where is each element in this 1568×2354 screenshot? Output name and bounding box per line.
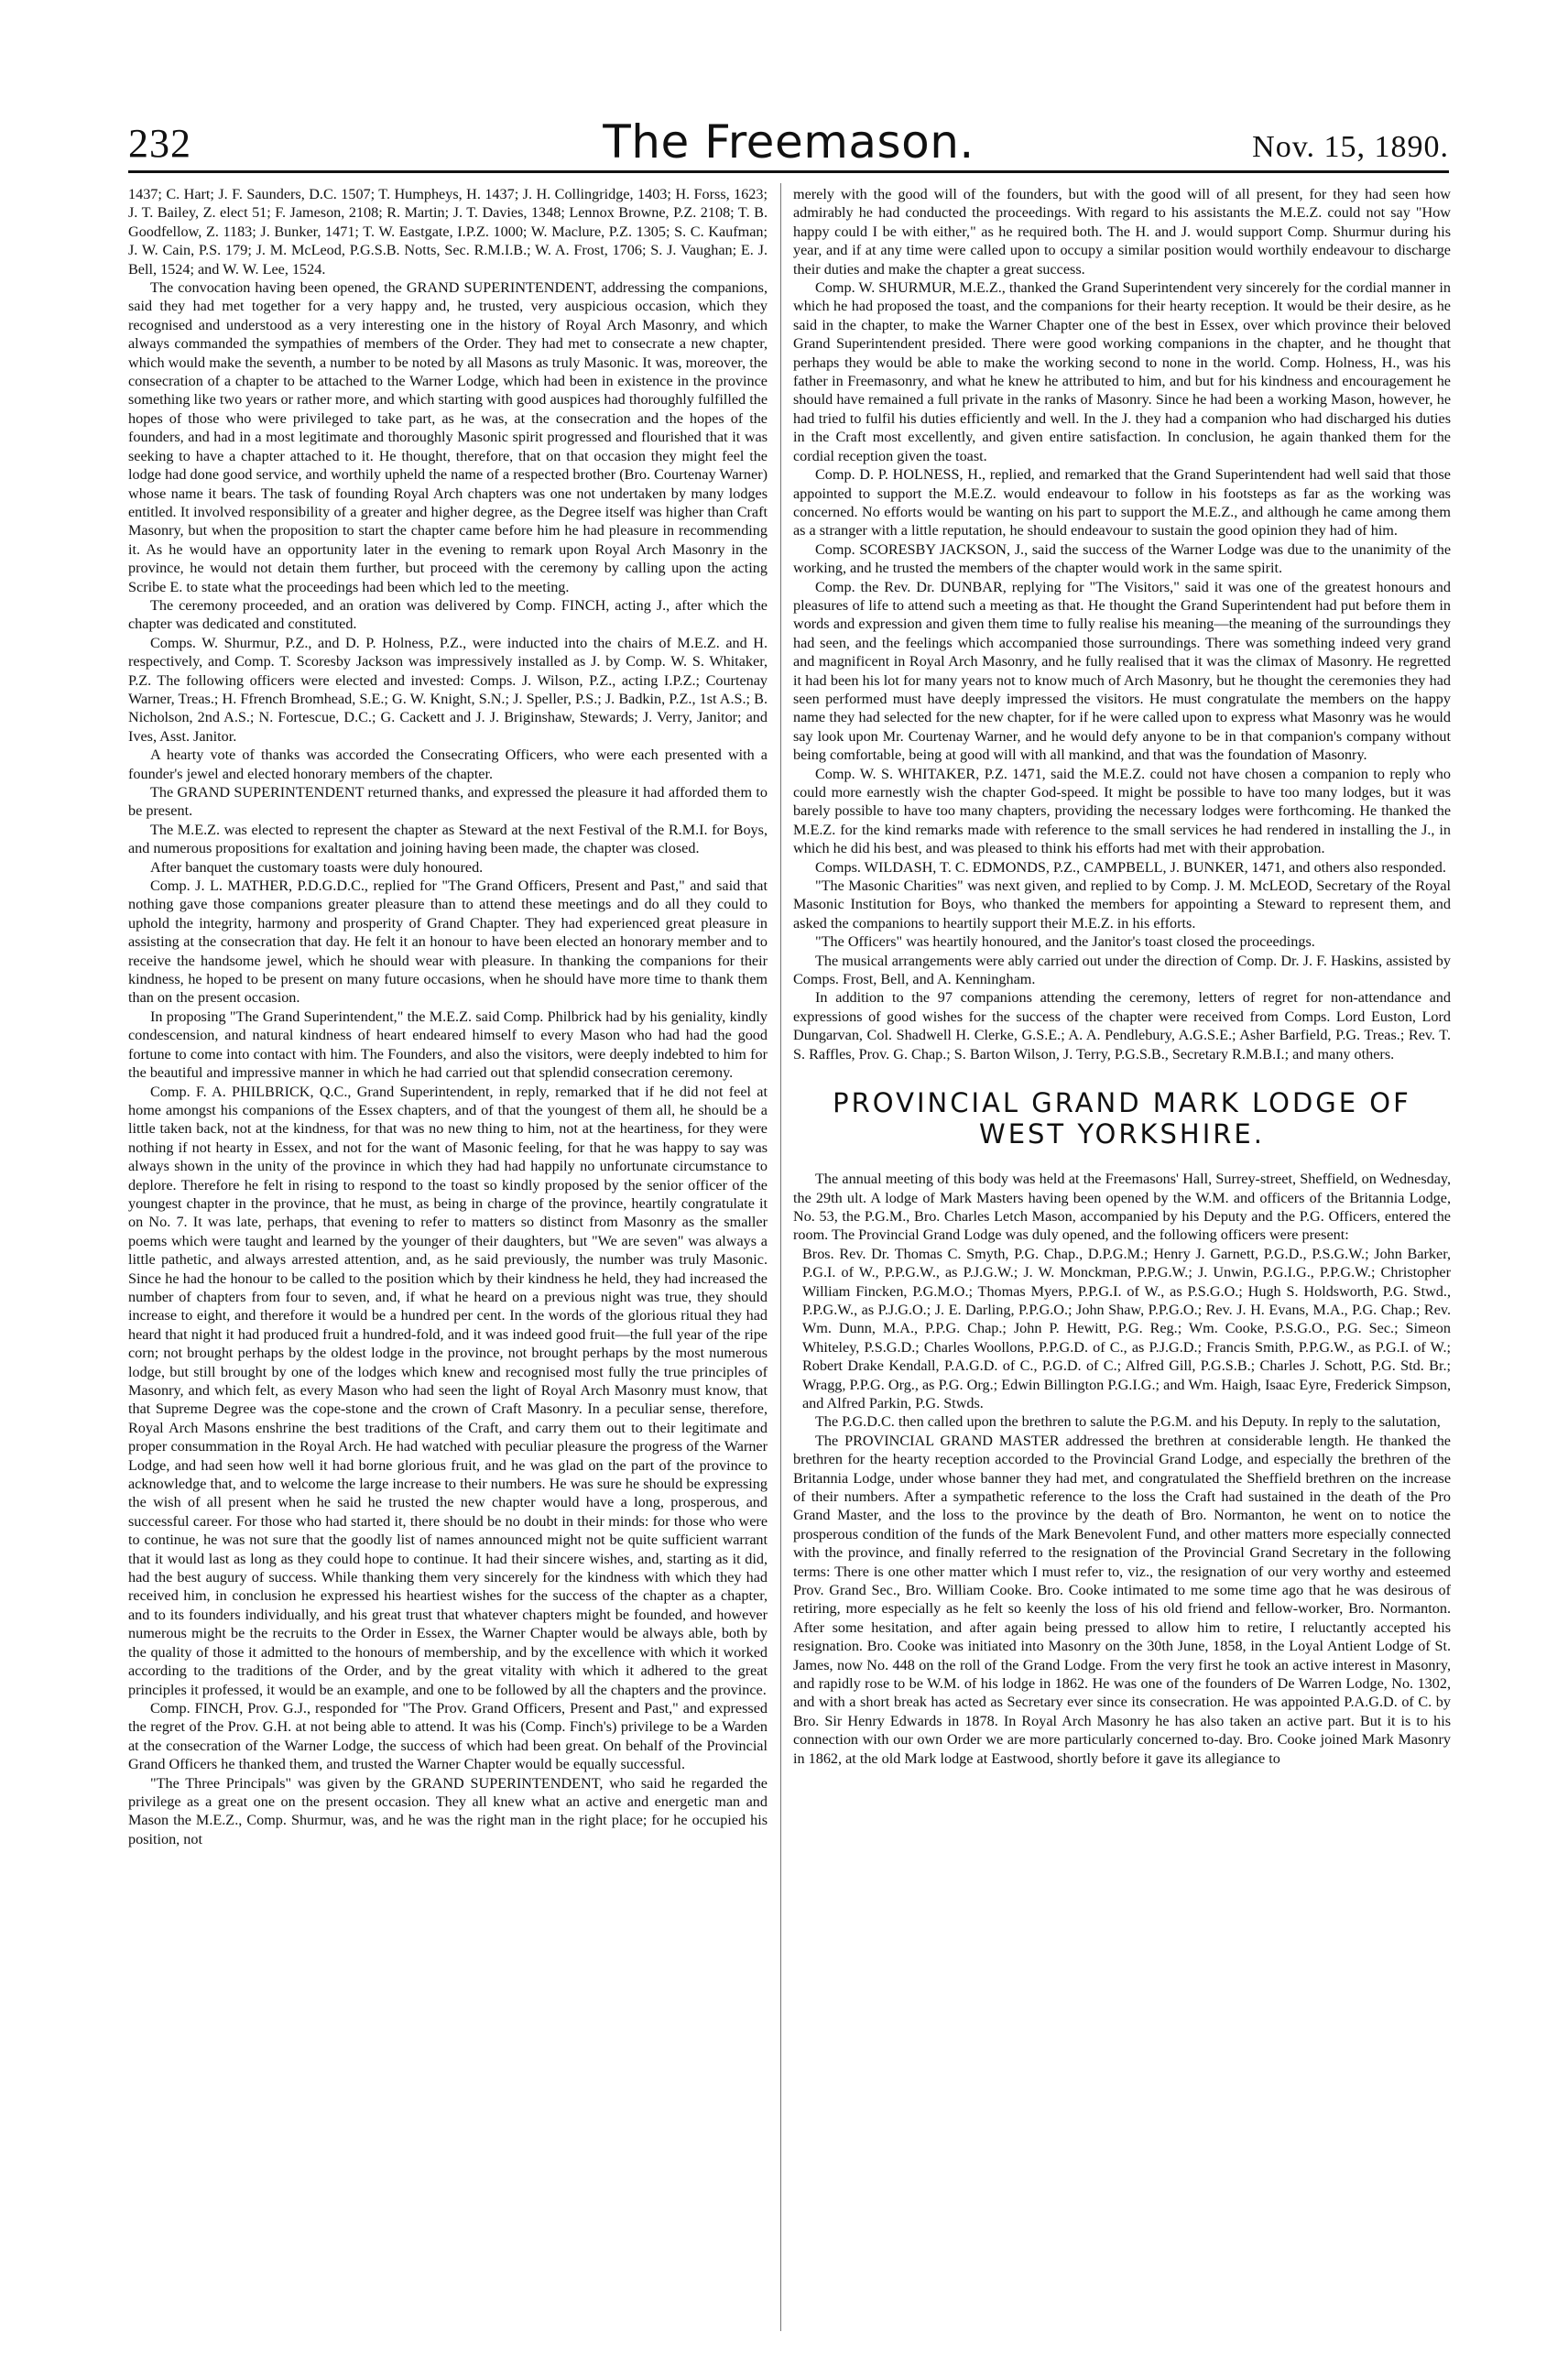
article-paragraph: Comps. W. Shurmur, P.Z., and D. P. Holness, P.Z., were inducted into the chairs of M.E.Z. and H. respectively, and Comp. T. Scoresby Jackson was impressively installed as J. by Comp. W. S. Whitaker, P.Z. The following officers were elected and invested: Comps. J. Wilson, P.Z., acting I.P.Z.; Courtenay Warner, Treas.; H. Ffrench Bromhead, S.E.; G. W. Knight, S.N.; J. Speller, P.S.; J. Badkin, P.Z., 1st A.S.; B. Nicholson, 2nd A.S.; N. Fortescue, D.C.; G. Cackett and J. J. Briginshaw, Stewards; J. Verry, Janitor; and Ives, Asst. Janitor. [128, 634, 768, 745]
article-paragraph: The ceremony proceeded, and an oration was delivered by Comp. FINCH, acting J., after which the chapter was dedicated and constituted. [128, 596, 768, 633]
article-paragraph: After banquet the customary toasts were duly honoured. [150, 858, 484, 876]
masthead-title: The Freemason. [603, 115, 975, 169]
section-heading-line: PROVINCIAL GRAND MARK LODGE OF [833, 1087, 1411, 1119]
article-paragraph: The convocation having been opened, the GRAND SUPERINTENDENT, addressing the companions, said they had met together for a very happy and, he trusted, very auspicious occasion, which they recognised and understood as a very interesting one in the history of Royal Arch Masonry, and which always commanded the sympathies of members of the Order. They had met to consecrate a new chapter, which would make the seventh, a number to be noted by all Masons as truly Masonic. It was, moreover, the consecration of a chapter to be attached to the Warner Lodge, which had been in existence in the province something like two years or rather more, and which starting with good auspices had thoroughly fulfilled the hopes of those who were privileged to take part, as he was, at the consecration and the hopes of the founders, and had in a most legitimate and thoroughly Masonic spirit progressed and flourished that it was seeking to have a chapter attached to it. He thought, therefore, that on that occasion they might feel the lodge had done good service, and worthily upheld the name of a respected brother (Bro. Courtenay Warner) whose name it bears. The task of founding Royal Arch chapters was one not undertaken by many lodges entitled. It involved responsibility of a greater and higher degree, as the Degree itself was higher than Craft Masonry, but when the proposition to start the chapter came before him he had pleasure in recommending it. As he would have an opportunity later in the evening to remark upon Royal Arch Masonry in the province, he would not detain them further, but proceed with the ceremony by calling upon the acting Scribe E. to state what the proceedings had been which led to the meeting. [128, 279, 768, 595]
article-paragraph: Comp. SCORESBY JACKSON, J., said the success of the Warner Lodge was due to the unanimity of the working, and he trusted the members of the chapter would work in the same spirit. [793, 540, 1451, 577]
article-paragraph: The musical arrangements were ably carried out under the direction of Comp. Dr. J. F. Haskins, assisted by Comps. Frost, Bell, and A. Kenningham. [793, 952, 1451, 988]
article-paragraph: In addition to the 97 companions attending the ceremony, letters of regret for non-attendance and expressions of good wishes for the success of the chapter were received from Comps. Lord Euston, Lord Dungarvan, Col. Shadwell H. Clerke, G.S.E.; A. A. Pendlebury, A.G.S.E.; Asher Barfield, P.G. Treas.; Rev. T. S. Raffles, Prov. G. Chap.; S. Barton Wilson, J. Terry, P.G.S.B., Secretary R.M.B.I.; and many others. [793, 989, 1451, 1063]
attendee-list-paragraph: 1437; C. Hart; J. F. Saunders, D.C. 1507; T. Humpheys, H. 1437; J. H. Collingridge, 1403; H. Forss, 1623; J. T. Bailey, Z. elect 51; F. Jameson, 2108; R. Martin; J. T. Davies, 1348; Lennox Browne, P.Z. 2108; T. B. Goodfellow, Z. 1183; J. Bunker, 1471; T. W. Eastgate, I.P.Z. 1000; W. Maclure, P.Z. 1305; S. C. Kaufman; J. W. Cain, P.S. 179; J. M. McLeod, P.G.S.B. Notts, Sec. R.M.I.B.; W. A. Frost, 1706; S. J. Vaughan; E. J. Bell, 1524; and W. W. Lee, 1524. [128, 186, 768, 278]
article-paragraph: Comp. J. L. MATHER, P.D.G.D.C., replied for "The Grand Officers, Present and Past," and said that nothing gave those companions greater pleasure than to attend these meetings and do all they could to uphold the integrity, harmony and prosperity of Grand Chapter. They had experienced great pleasure in assisting at the consecration that day. He felt it an honour to have been elected an honorary member and to receive the handsome jewel, which he should wear with pleasure. In thanking the companions for their kindness, he hoped to be present on many future occasions, when he should have more time to thank them than on the present occasion. [128, 877, 768, 1007]
article-paragraph: The PROVINCIAL GRAND MASTER addressed the brethren at considerable length. He thanked the brethren for the hearty reception accorded to the Provincial Grand Lodge, and especially the brethren of the Britannia Lodge, under whose banner they had met, and congratulated the Sheffield brethren on the increase of their numbers. After a sympathetic reference to the loss the Craft had sustained in the death of the Pro Grand Master, and the loss to the province by the death of Bro. Normanton, he went on to notice the prosperous condition of the funds of the Mark Benevolent Fund, and other matters more especially connected with the province, and finally referred to the resignation of the Provincial Grand Secretary in the following terms: There is one other matter which I must refer to, viz., the resignation of our very worthy and esteemed Prov. Grand Sec., Bro. William Cooke. Bro. Cooke intimated to me some time ago that he was desirous of retiring, more especially as he felt so keenly the loss of his old friend and fellow-worker, Bro. Normanton. After some hesitation, and after again being pressed to allow him to retire, I reluctantly accepted his resignation. Bro. Cooke was initiated into Masonry on the 30th June, 1858, in the Loyal Antient Lodge of St. James, now No. 448 on the roll of the Grand Lodge. From the very first he took an active interest in Masonry, and rapidly rose to be W.M. of his lodge in 1862. He was one of the founders of De Warren Lodge, No. 1302, and with a short break has acted as Secretary ever since its consecration. He was appointed P.A.G.D. of C. by Bro. Sir Henry Edwards in 1878. In Royal Arch Masonry he has also taken an active part. But it is to his connection with our own Order we are more particularly concerned to-day. Bro. Cooke joined Mark Masonry in 1862, at the old Mark lodge at Eastwood, shortly before it gave its allegiance to [793, 1432, 1451, 1767]
article-paragraph: The P.G.D.C. then called upon the brethren to salute the P.G.M. and his Deputy. In reply to the salutation, [815, 1413, 1441, 1431]
section-heading [793, 1087, 1451, 1150]
article-paragraph: The GRAND SUPERINTENDENT returned thanks, and expressed the pleasure it had afforded them to be present. [128, 784, 768, 820]
article-paragraph: Comp. F. A. PHILBRICK, Q.C., Grand Superintendent, in reply, remarked that if he did not feel at home amongst his companions of the Essex chapters, and of that the youngest of them all, he should be a little taken back, not at the kindness, for that was no new thing to him, not at the heartiness, for they were nothing if not hearty in Essex, and not for the want of Masonic feeling, for that he was happy to say was always shown in the unity of the province in which they had had happily no unfortunate circumstance to deplore. Therefore he felt in rising to respond to the toast so kindly proposed by the senior officer of the youngest chapter in the province, that he must, as being in charge of the province, heartily congratulate it on No. 7. It was late, perhaps, that evening to refer to matters so distinct from Masonry as the smaller poems which were taught and learned by the younger of their daughters, but "We are seven" was always a little pathetic, and always arrested attention, and, as he said previously, the number was truly Masonic. Since he had the honour to be called to the position which by their kindness he held, they had increased the number of chapters from four to seven, and, if what he heard on a previous night was true, they should increase to eight, and therefore it would be a hundred per cent. In the words of the glorious ritual they had heard that night it had produced fruit a hundred-fold, and it was indeed good fruit—the full year of the ripe corn; not brought perhaps by the oldest lodge in the province, not brought perhaps by the most numerous lodge, but still brought by one of the lodges which knew and recognised most fully the true principles of Masonry, and which felt, as every Mason who had seen the light of Royal Arch Masonry must know, that that Supreme Degree was the cope-stone and the crown of Craft Masonry. In a peculiar sense, therefore, Royal Arch Masons enshrine the best traditions of the Craft, and carry them out to their legitimate and proper consummation in the Royal Arch. He had watched with peculiar pleasure the progress of the Warner Lodge, and had seen how well it had borne glorious fruit, and he was glad on the part of the province to acknowledge that, and to welcome the large increase to their numbers. He was sure he should be expressing the wish of all present when he said he trusted the new chapter would have a long, prosperous, and successful career. For those who had started it, there should be no doubt in their minds: for those who were to continue, he was not sure that the goodly list of names announced might not be quite sufficient warrant that it would last as long as they could hope to continue. It had their sincere wishes, and, starting as it did, had the best augury of success. While thanking them very sincerely for the kindness with which they had received him, in conclusion he expressed his heartiest wishes for the success of the chapter as a chapter, and to its founders individually, and his great trust that whatever chapters might be founded, and however numerous might be the recruits to the Order in Essex, the Warner Chapter would be always able, both by the quality of those it admitted to the honours of membership, and by the excellence with which it worked according to the traditions of the Order, and by the great vitality with which it adhered to the great principles it professed, it would be an example, and one to be followed by all the chapters and the province. [128, 1083, 768, 1698]
article-paragraph: "The Officers" was heartily honoured, and the Janitor's toast closed the proceedings. [815, 933, 1315, 951]
article-paragraph: Comps. WILDASH, T. C. EDMONDS, P.Z., CAMPBELL, J. BUNKER, 1471, and others also responded. [815, 858, 1446, 876]
officers-list-paragraph: Bros. Rev. Dr. Thomas C. Smyth, P.G. Chap., D.P.G.M.; Henry J. Garnett, P.G.D., P.S.G.W.; John Barker, P.G.I. of W., P.P.G.W., as P.J.G.W.; J. W. Monckman, P.P.G.W.; J. Unwin, P.G.I.G., P.P.G.W.; Christopher William Fincken, P.G.M.O.; Thomas Myers, P.P.G.I. of W., as P.S.G.O.; Hugh S. Holdsworth, P.G. Stwd., P.P.G.W., as P.J.G.O.; J. E. Darling, P.P.G.O.; John Shaw, P.P.G.O.; Rev. J. H. Evans, M.A., P.G. Chap.; Rev. Wm. Dunn, M.A., P.P.G. Chap.; John P. Hewitt, P.G. Reg.; Wm. Cooke, P.S.G.O., P.G. Sec.; Simeon Whiteley, P.S.G.D.; Charles Woollons, P.P.G.D. of C., as P.J.G.D.; Francis Smith, P.P.G.W., as P.G.I. of W.; Robert Drake Kendall, P.A.G.D. of C., P.G.D. of C.; Alfred Gill, P.G.S.B.; Charles J. Schott, P.G. Std. Br.; Wragg, P.P.G. Org., as P.G. Org.; Edwin Billington P.G.I.G.; and Wm. Haigh, Isaac Eyre, Frederick Simpson, and Alfred Parkin, P.G. Stwds. [802, 1245, 1451, 1411]
article-paragraph: Comp. D. P. HOLNESS, H., replied, and remarked that the Grand Superintendent had well said that those appointed to support the M.E.Z. would endeavour to follow in his footsteps as far as the working was concerned. No efforts would be wanting on his part to support the M.E.Z., and although he came among them as a stranger with a little reputation, he should endeavour to sustain the good opinion they had of him. [793, 466, 1451, 539]
article-paragraph: merely with the good will of the founders, but with the good will of all present, for they had seen how admirably he had conducted the proceedings. With regard to his assistants the M.E.Z. could not say "How happy could I be with either," as he required both. The H. and J. would support Comp. Shurmur during his year, and if at any time were called upon to occupy a similar position would worthily endeavour to discharge their duties and make the chapter a great success. [793, 186, 1451, 278]
left-column [128, 185, 768, 2328]
section-heading-line: WEST YORKSHIRE. [979, 1118, 1265, 1150]
article-paragraph: In proposing "The Grand Superintendent," the M.E.Z. said Comp. Philbrick had by his geniality, kindly condescension, and natural kindness of heart endeared himself to every Mason who had had the good fortune to come into contact with him. The Founders, and also the visitors, were deeply indebted to him for the beautiful and impressive manner in which he had carried out that splendid consecration ceremony. [128, 1008, 768, 1082]
article-paragraph: The annual meeting of this body was held at the Freemasons' Hall, Surrey-street, Sheffield, on Wednesday, the 29th ult. A lodge of Mark Masters having been opened by the W.M. and officers of the Britannia Lodge, No. 53, the P.G.M., Bro. Charles Letch Mason, accompanied by his Deputy and the P.G. Officers, entered the room. The Provincial Grand Lodge was duly opened, and the following officers were present: [793, 1171, 1451, 1244]
article-paragraph: The M.E.Z. was elected to represent the chapter as Steward at the next Festival of the R.M.I. for Boys, and numerous propositions for exaltation and joining having been made, the chapter was closed. [128, 821, 768, 857]
column-divider [780, 183, 781, 2331]
right-column [793, 185, 1451, 2328]
page-header [128, 114, 1449, 173]
article-paragraph: Comp. FINCH, Prov. G.J., responded for "The Prov. Grand Officers, Present and Past," and expressed the regret of the Prov. G.H. at not being able to attend. It was his (Comp. Finch's) privilege to be a Warden at the consecration of the Warner Lodge, the success of which had been great. On behalf of the Provincial Grand Officers he thanked them, and trusted the Warner Chapter would be equally successful. [128, 1699, 768, 1773]
article-paragraph: "The Three Principals" was given by the GRAND SUPERINTENDENT, who said he regarded the privilege as a great one on the present occasion. They all knew what an active and energetic man and Mason the M.E.Z., Comp. Shurmur, was, and he was the right man in the right place; for he occupied his position, not [128, 1774, 768, 1847]
article-paragraph: "The Masonic Charities" was next given, and replied to by Comp. J. M. McLEOD, Secretary of the Royal Masonic Institution for Boys, who thanked the members for appointing a Steward to represent them, and asked the companions to heartily support their M.E.Z. in his efforts. [793, 877, 1451, 932]
article-paragraph: A hearty vote of thanks was accorded the Consecrating Officers, who were each presented with a founder's jewel and elected honorary members of the chapter. [128, 747, 768, 782]
article-paragraph: Comp. the Rev. Dr. DUNBAR, replying for "The Visitors," said it was one of the greatest honours and pleasures of life to attend such a meeting as that. He thought the Grand Superintendent had put before them in words and expression and given them time to fully realise his meaning—the meaning of the surroundings they had seen, and the feelings which accompanied those surroundings. There was something indeed very grand and magnificent in Royal Arch Masonry, and he fully realised that it was the climax of Masonry. He regretted it had been his lot for many years not to know much of Arch Masonry, but he thought the ceremonies they had seen performed must have deeply impressed the visitors. He must congratulate the members on the happy name they had selected for the new chapter, for if he were called upon to express what Masonry was he would say look upon Mr. Courtenay Warner, and he would defy anyone to be in that companion's company without being comfortable, being at good will with all mankind, and that was the foundation of Masonry. [793, 578, 1451, 764]
article-paragraph: Comp. W. SHURMUR, M.E.Z., thanked the Grand Superintendent very sincerely for the cordial manner in which he had proposed the toast, and the companions for their hearty reception. It would be their desire, as he said in the chapter, to make the Warner Chapter one of the best in Essex, over which province their beloved Grand Superintendent presided. There were good working companions in the chapter, and he thought that perhaps they would be able to make the working second to none in the world. Comp. Holness, H., was his father in Freemasonry, and what he knew he attributed to him, and but for his kindness and encouragement he should have remained a full private in the ranks of Masonry. Since he had been a working Mason, however, he had tried to fulfil his duties efficiently and well. In the J. they had a companion who had discharged his duties in the Craft most excellently, and given entire satisfaction. In conclusion, he again thanked them for the cordial reception given the toast. [793, 279, 1451, 464]
issue-date: Nov. 15, 1890. [1252, 130, 1449, 164]
page-number: 232 [128, 121, 191, 166]
article-paragraph: Comp. W. S. WHITAKER, P.Z. 1471, said the M.E.Z. could not have chosen a companion to reply who could more earnestly wish the chapter God-speed. It might be possible to have too many lodges, but it was barely possible to have too many chapters, providing the necessary lodges were forthcoming. He thanked the M.E.Z. for the kind remarks made with reference to the small services he had rendered in installing the J., in which he did his best, and was pleased to think his efforts had met with their approbation. [793, 765, 1451, 857]
